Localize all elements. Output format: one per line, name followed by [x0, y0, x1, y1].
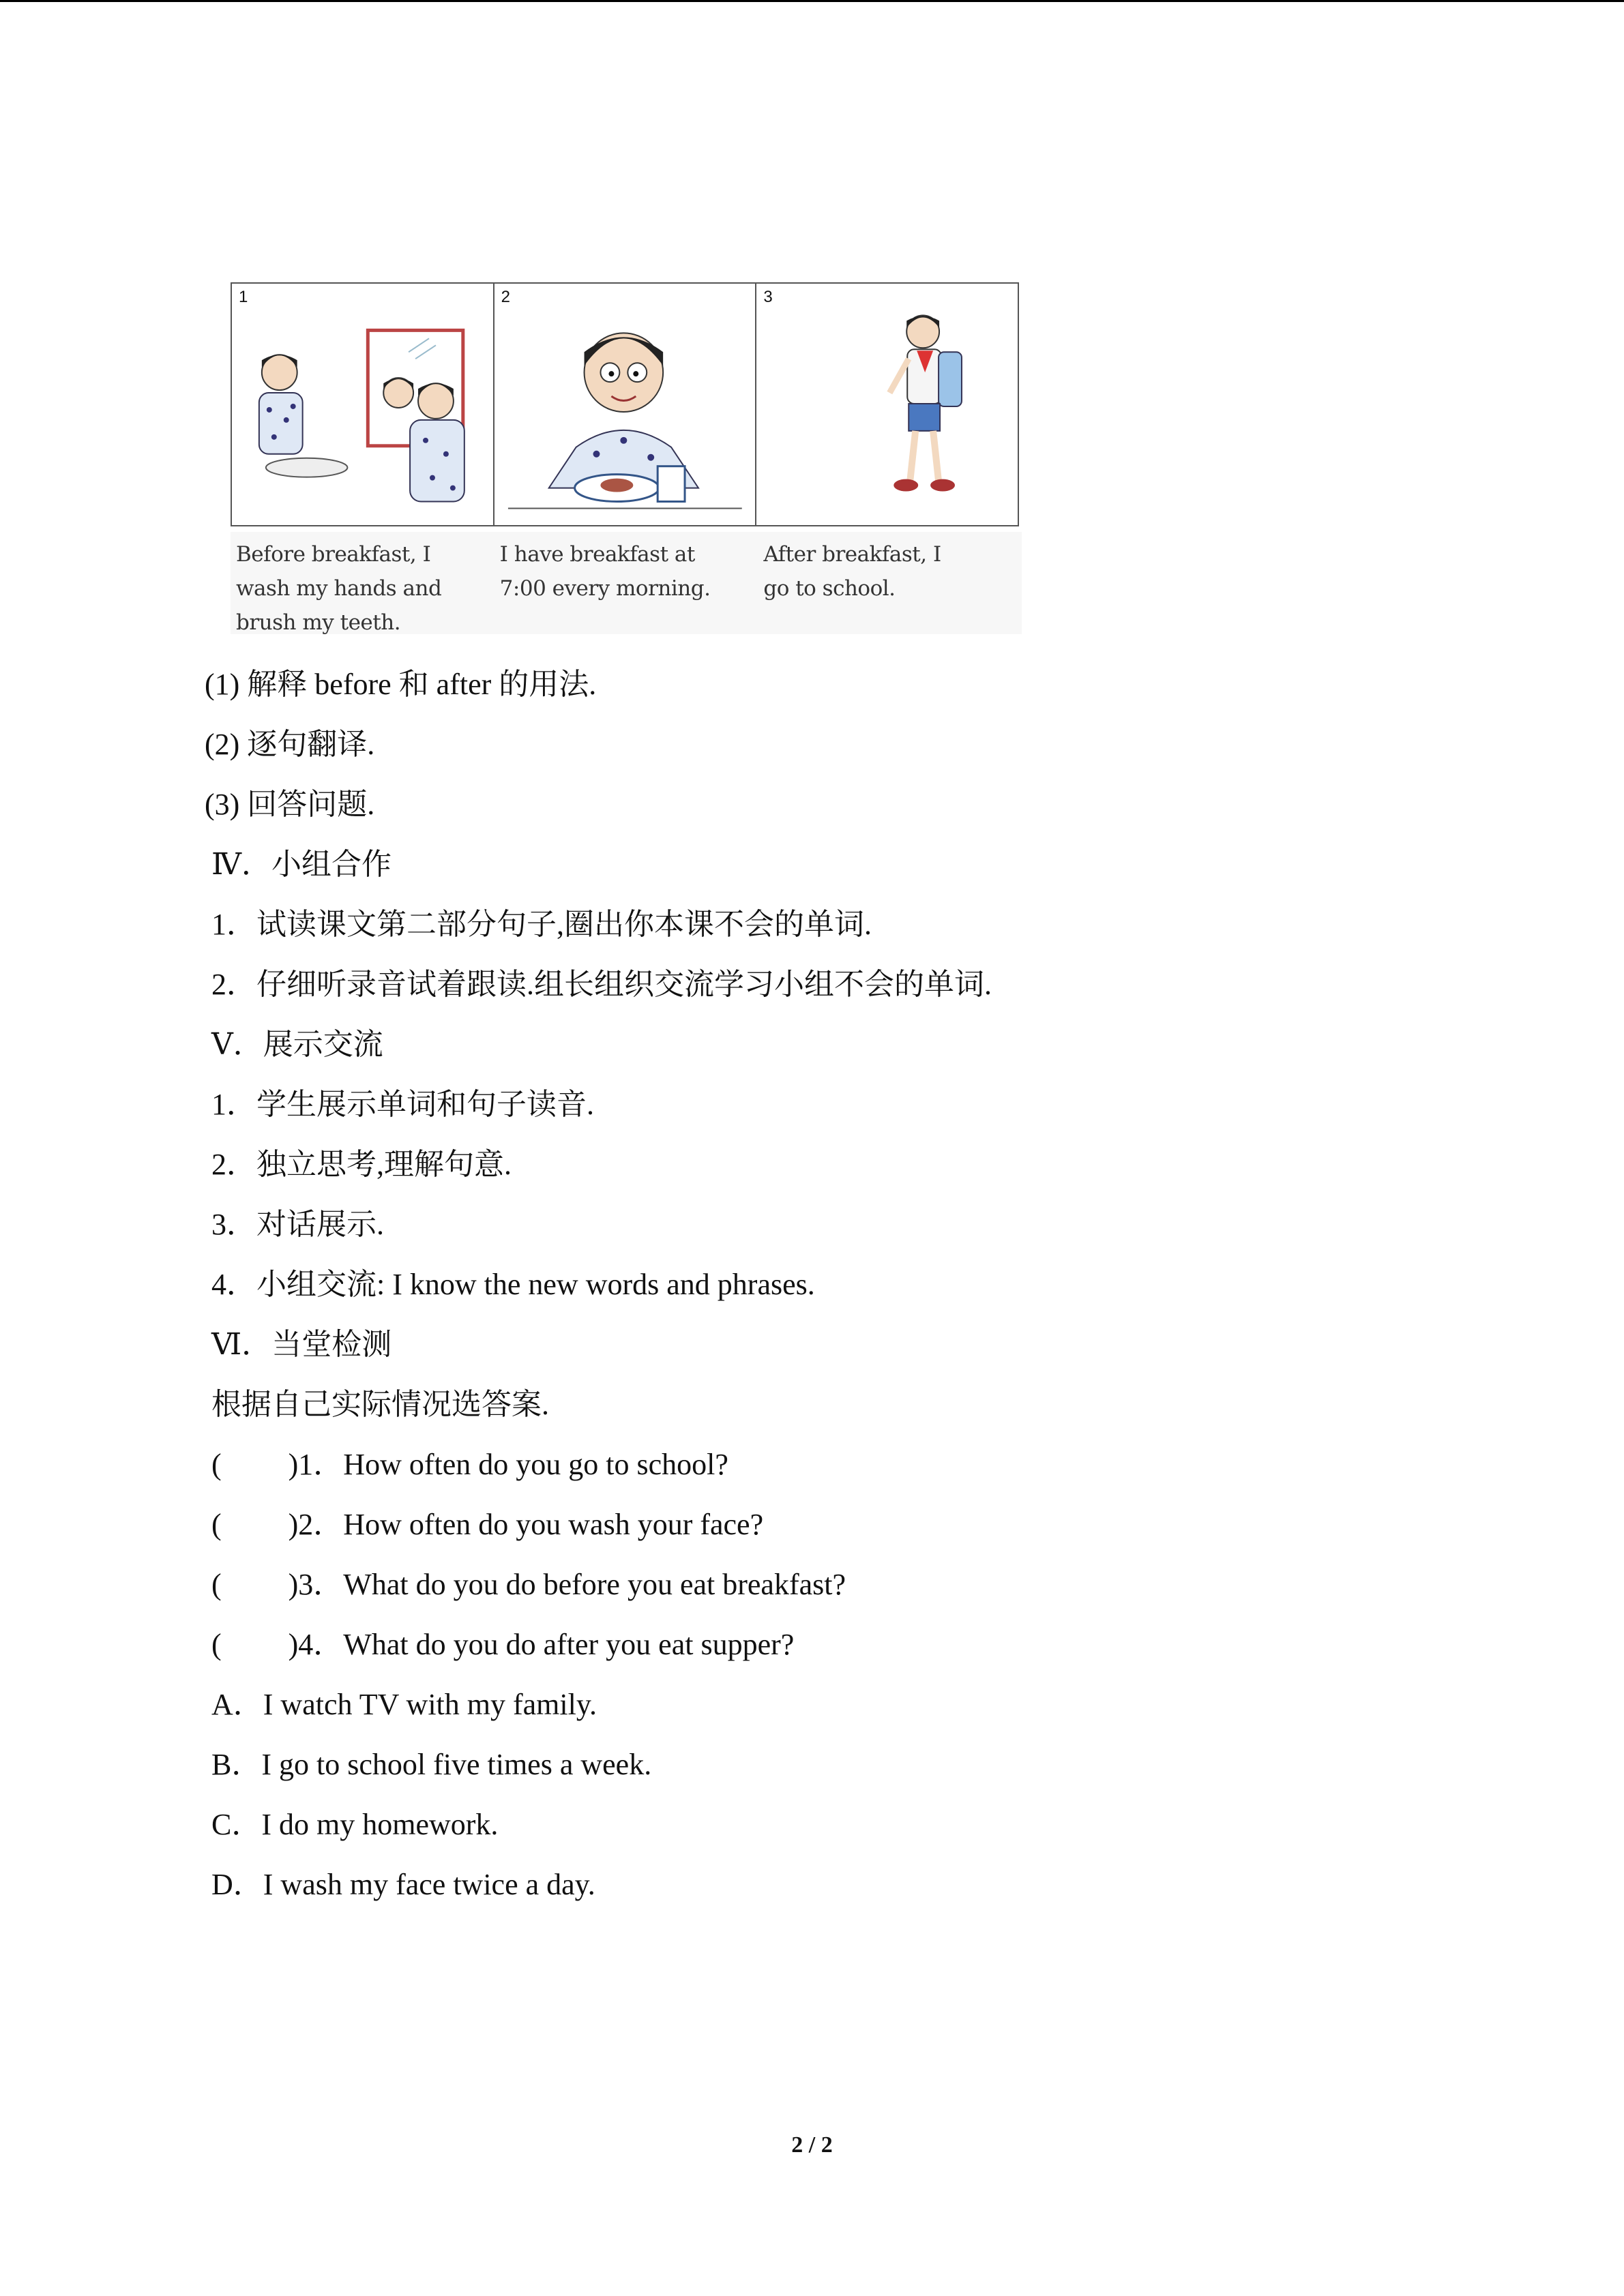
answer-bracket-open: (: [211, 1508, 222, 1541]
question-2: [211, 1506, 763, 1544]
question-text: )3．What do you do before you eat breakfast?: [288, 1568, 846, 1601]
section-5-item-1: 1．学生展示单词和句子读音.: [211, 1088, 594, 1121]
question-4: [211, 1626, 794, 1664]
caption-2: I have breakfast at 7:00 every morning.: [499, 542, 711, 601]
option-a: A．I watch TV with my family.: [211, 1688, 597, 1721]
task-3: (3) 回答问题.: [205, 788, 375, 821]
question-text: )1．How often do you go to school?: [288, 1448, 728, 1481]
section-6-instruction: 根据自己实际情况选答案.: [211, 1388, 549, 1421]
answer-bracket-open: (: [211, 1448, 222, 1481]
caption-3: After breakfast, I go to school.: [763, 542, 941, 601]
question-3: [211, 1566, 846, 1604]
task-1: (1) 解释 before 和 after 的用法.: [205, 668, 597, 701]
option-d: D．I wash my face twice a day.: [211, 1868, 595, 1901]
section-5-heading: Ⅴ．展示交流: [211, 1028, 383, 1061]
answer-bracket-open: (: [211, 1628, 222, 1661]
top-border-line: [0, 0, 1624, 2]
section-5-item-3: 3．对话展示.: [211, 1208, 384, 1241]
panel-number: 1: [239, 288, 248, 306]
panel-1: [232, 284, 494, 525]
section-4-item-2: 2．仔细听录音试着跟读.组长组织交流学习小组不会的单词.: [211, 968, 992, 1001]
section-4-heading: Ⅳ．小组合作: [211, 848, 392, 881]
answer-bracket-open: (: [211, 1568, 222, 1601]
illustration-captions: [231, 532, 1022, 634]
question-1: [211, 1446, 728, 1484]
boy-washing-illustration: [232, 284, 493, 525]
question-text: )4．What do you do after you eat supper?: [288, 1628, 795, 1661]
illustration-figure: [231, 282, 1022, 637]
section-5-item-2: 2．独立思考,理解句意.: [211, 1148, 512, 1181]
boy-breakfast-illustration: [494, 284, 756, 525]
panel-2: [494, 284, 757, 525]
option-c: C．I do my homework.: [211, 1808, 499, 1841]
boy-going-to-school-illustration: [756, 284, 1018, 525]
section-4-item-1: 1．试读课文第二部分句子,圈出你本课不会的单词.: [211, 908, 872, 941]
section-5-item-4: 4．小组交流: I know the new words and phrases.: [211, 1268, 815, 1301]
question-text: )2．How often do you wash your face?: [288, 1508, 764, 1541]
illustration-panels: [231, 282, 1019, 526]
section-6-heading: Ⅵ．当堂检测: [211, 1328, 392, 1361]
panel-number: 2: [501, 288, 511, 306]
task-2: (2) 逐句翻译.: [205, 728, 375, 761]
caption-1: Before breakfast, I wash my hands and brush my teeth.: [236, 542, 442, 635]
option-b: B．I go to school five times a week.: [211, 1748, 652, 1781]
panel-3: [756, 284, 1018, 525]
page-number: 2 / 2: [791, 2132, 833, 2158]
panel-number: 3: [763, 288, 773, 306]
